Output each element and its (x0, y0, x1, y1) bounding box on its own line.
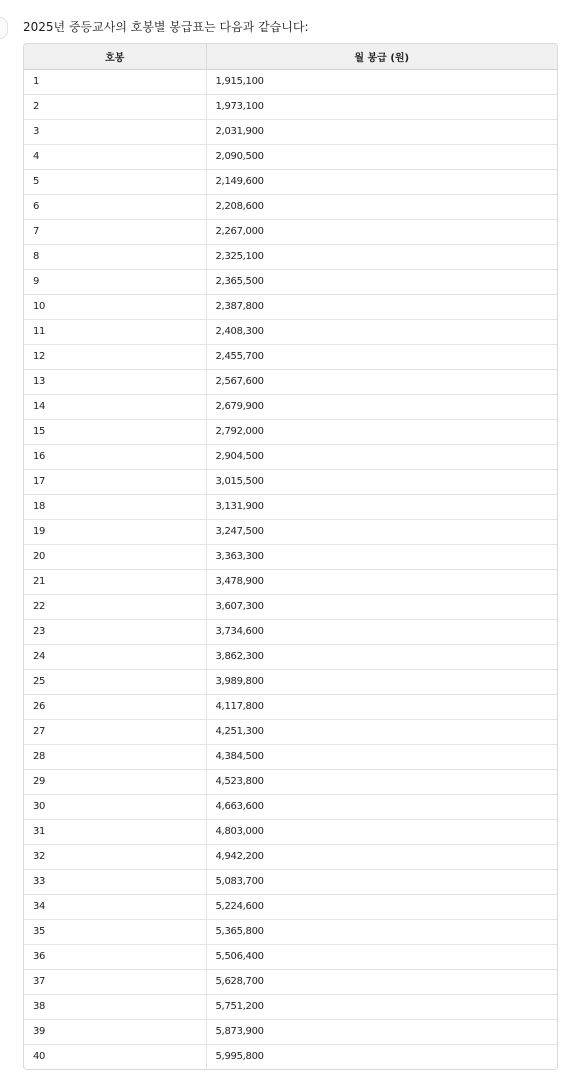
cell-step: 3 (24, 119, 206, 144)
table-row (24, 294, 557, 319)
intro-text: 2025년 중등교사의 호봉별 봉급표는 다음과 같습니다: (23, 20, 309, 34)
cell-monthly-salary: 2,792,000 (206, 419, 557, 444)
cell-monthly-salary: 5,995,800 (206, 1044, 557, 1069)
cell-step: 28 (24, 744, 206, 769)
table-row (24, 319, 557, 344)
cell-monthly-salary: 3,478,900 (206, 569, 557, 594)
table-row (24, 1019, 557, 1044)
table-row (24, 544, 557, 569)
table-row (24, 69, 557, 94)
cell-step: 25 (24, 669, 206, 694)
cell-monthly-salary: 3,734,600 (206, 619, 557, 644)
cell-step: 35 (24, 919, 206, 944)
cell-step: 1 (24, 69, 206, 94)
cell-monthly-salary: 3,989,800 (206, 669, 557, 694)
table-row (24, 219, 557, 244)
table-row (24, 944, 557, 969)
cell-step: 21 (24, 569, 206, 594)
cell-monthly-salary: 2,387,800 (206, 294, 557, 319)
cell-step: 20 (24, 544, 206, 569)
cell-step: 12 (24, 344, 206, 369)
cell-step: 11 (24, 319, 206, 344)
cell-step: 30 (24, 794, 206, 819)
cell-step: 6 (24, 194, 206, 219)
table-row (24, 244, 557, 269)
cell-step: 39 (24, 1019, 206, 1044)
table-header (24, 44, 557, 69)
cell-step: 5 (24, 169, 206, 194)
table-row (24, 469, 557, 494)
cell-step: 32 (24, 844, 206, 869)
table-row (24, 119, 557, 144)
table-row (24, 494, 557, 519)
cell-step: 24 (24, 644, 206, 669)
table-row (24, 1044, 557, 1069)
table-row (24, 744, 557, 769)
left-edge-avatar (0, 17, 8, 39)
table-row (24, 594, 557, 619)
cell-monthly-salary: 2,408,300 (206, 319, 557, 344)
table-row (24, 394, 557, 419)
cell-monthly-salary: 5,506,400 (206, 944, 557, 969)
salary-table-container (23, 43, 558, 1070)
cell-monthly-salary: 4,942,200 (206, 844, 557, 869)
table-row (24, 519, 557, 544)
cell-step: 29 (24, 769, 206, 794)
cell-step: 2 (24, 94, 206, 119)
cell-step: 17 (24, 469, 206, 494)
cell-monthly-salary: 5,083,700 (206, 869, 557, 894)
table-row (24, 269, 557, 294)
cell-monthly-salary: 2,031,900 (206, 119, 557, 144)
table-row (24, 569, 557, 594)
cell-monthly-salary: 5,751,200 (206, 994, 557, 1019)
cell-monthly-salary: 4,803,000 (206, 819, 557, 844)
cell-step: 33 (24, 869, 206, 894)
table-body (24, 69, 557, 1069)
cell-monthly-salary: 2,365,500 (206, 269, 557, 294)
table-row (24, 94, 557, 119)
table-row (24, 969, 557, 994)
cell-monthly-salary: 5,873,900 (206, 1019, 557, 1044)
table-row (24, 894, 557, 919)
table-row (24, 419, 557, 444)
cell-monthly-salary: 2,208,600 (206, 194, 557, 219)
cell-monthly-salary: 1,915,100 (215, 76, 264, 87)
cell-monthly-salary: 5,224,600 (206, 894, 557, 919)
cell-monthly-salary: 3,363,300 (206, 544, 557, 569)
cell-step: 4 (24, 144, 206, 169)
cell-step: 27 (24, 719, 206, 744)
table-row (24, 719, 557, 744)
column-header-step: 호봉 (24, 44, 206, 69)
cell-monthly-salary: 3,247,500 (206, 519, 557, 544)
table-row (24, 869, 557, 894)
cell-step: 7 (24, 219, 206, 244)
cell-step: 10 (24, 294, 206, 319)
cell-step: 8 (24, 244, 206, 269)
column-header-monthly-salary: 월 봉급 (원) (206, 44, 557, 69)
cell-monthly-salary: 3,862,300 (206, 644, 557, 669)
cell-step: 15 (24, 419, 206, 444)
table-row (24, 669, 557, 694)
cell-step: 37 (24, 969, 206, 994)
cell-step: 9 (24, 269, 206, 294)
cell-step: 34 (24, 894, 206, 919)
cell-step: 40 (24, 1044, 206, 1069)
cell-monthly-salary: 2,149,600 (206, 169, 557, 194)
table-row (24, 169, 557, 194)
cell-monthly-salary: 3,607,300 (206, 594, 557, 619)
table-row (24, 694, 557, 719)
cell-monthly-salary: 2,455,700 (206, 344, 557, 369)
cell-monthly-salary: 1,973,100 (206, 94, 557, 119)
cell-monthly-salary: 4,663,600 (206, 794, 557, 819)
cell-step: 22 (24, 594, 206, 619)
table-row (24, 344, 557, 369)
salary-table (24, 44, 557, 1069)
cell-monthly-salary: 3,015,500 (206, 469, 557, 494)
table-row (24, 794, 557, 819)
header-row (24, 44, 557, 69)
cell-monthly-salary: 4,384,500 (206, 744, 557, 769)
table-row (24, 194, 557, 219)
table-row (24, 819, 557, 844)
cell-step: 13 (24, 369, 206, 394)
cell-step: 31 (24, 819, 206, 844)
table-row (24, 619, 557, 644)
cell-monthly-salary: 2,679,900 (206, 394, 557, 419)
cell-monthly-salary: 2,267,000 (206, 219, 557, 244)
cell-monthly-salary: 5,628,700 (206, 969, 557, 994)
table-row (24, 369, 557, 394)
cell-monthly-salary: 2,325,100 (206, 244, 557, 269)
table-row (24, 144, 557, 169)
cell-monthly-salary: 2,090,500 (206, 144, 557, 169)
table-row (24, 444, 557, 469)
cell-step: 23 (24, 619, 206, 644)
cell-monthly-salary: 3,131,900 (206, 494, 557, 519)
cell-step: 18 (24, 494, 206, 519)
table-row (24, 644, 557, 669)
cell-step: 38 (24, 994, 206, 1019)
cell-step: 16 (24, 444, 206, 469)
cell-monthly-salary: 4,523,800 (206, 769, 557, 794)
table-row (24, 844, 557, 869)
table-row (24, 919, 557, 944)
cell-monthly-salary: 5,365,800 (206, 919, 557, 944)
cell-monthly-salary: 4,117,800 (206, 694, 557, 719)
cell-step: 26 (24, 694, 206, 719)
cell-monthly-salary: 2,567,600 (206, 369, 557, 394)
cell-monthly-salary: 4,251,300 (206, 719, 557, 744)
cell-step: 14 (24, 394, 206, 419)
cell-step: 36 (24, 944, 206, 969)
table-row (24, 994, 557, 1019)
cell-step: 19 (24, 519, 206, 544)
table-row (24, 769, 557, 794)
cell-monthly-salary: 2,904,500 (206, 444, 557, 469)
